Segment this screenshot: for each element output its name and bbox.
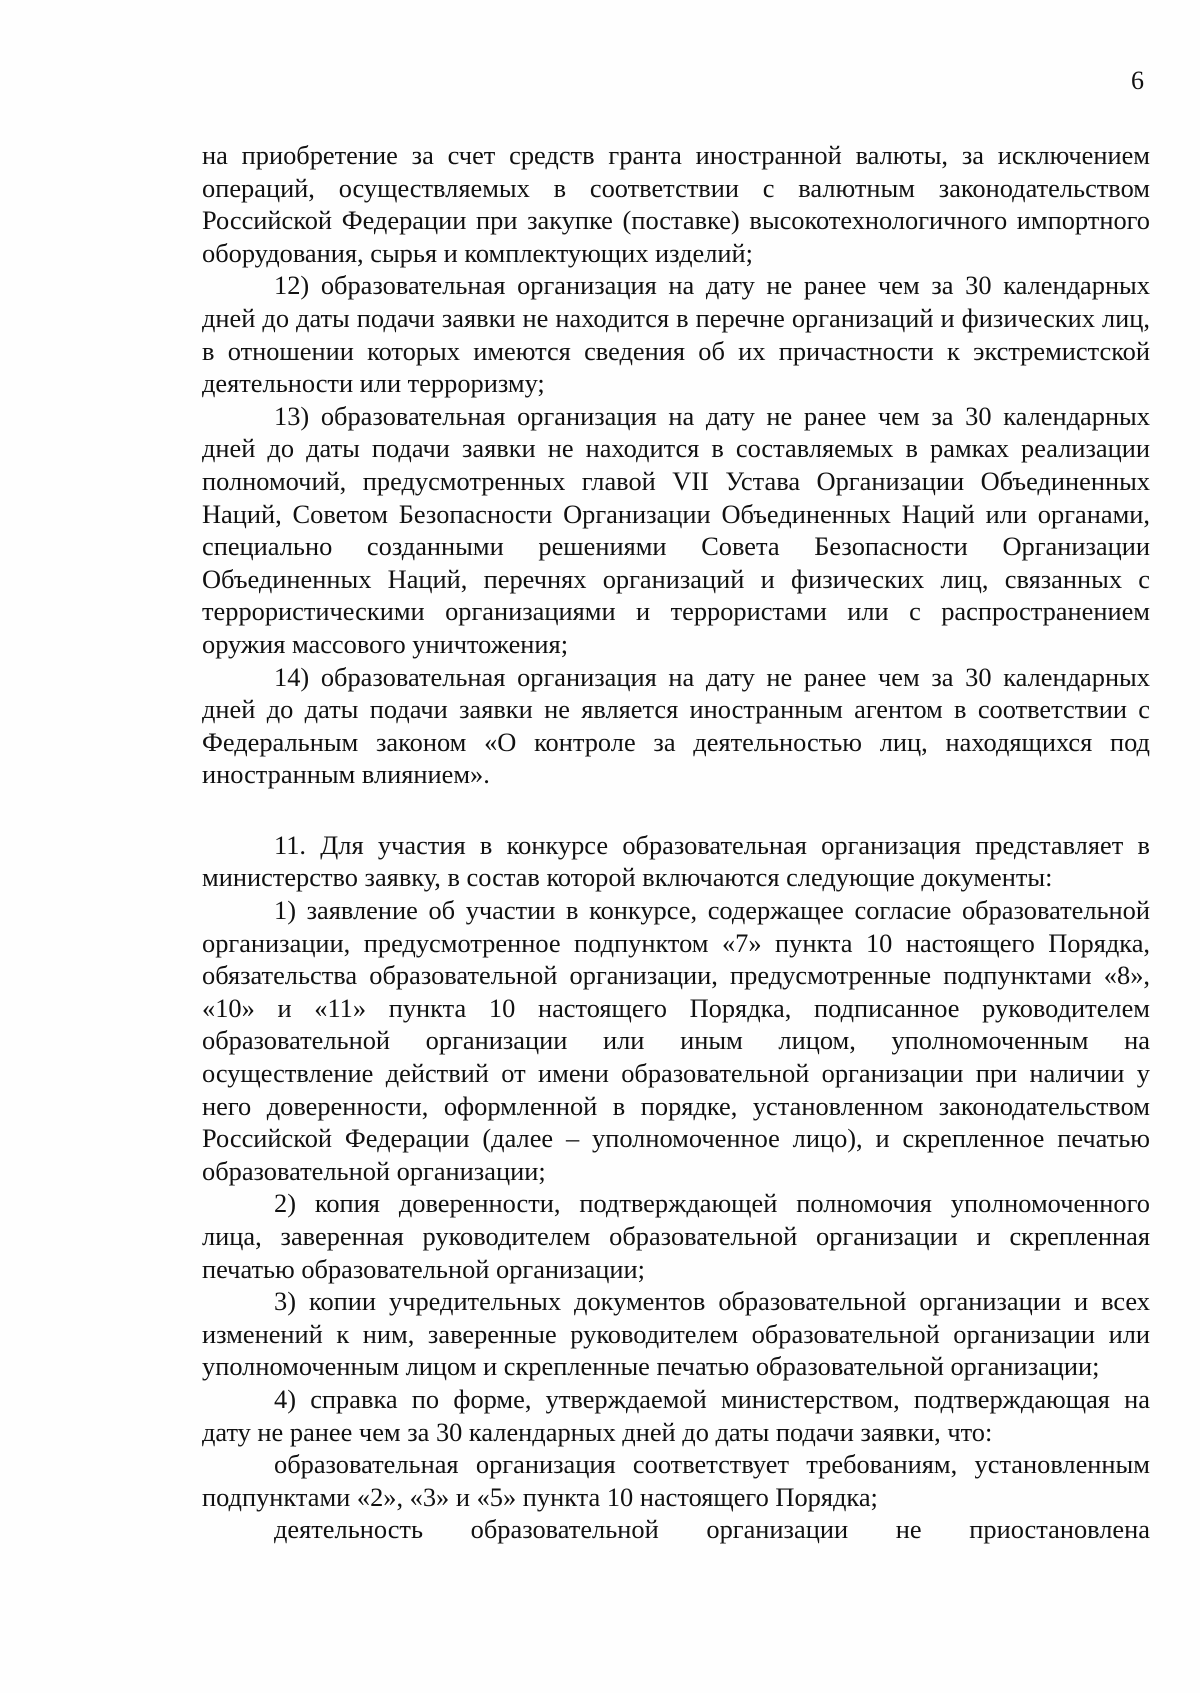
paragraph-document-4: 4) справка по форме, утверждаемой министерством, подтверждающая на дату не ранее чем за 30 календарных дней до даты подачи заявки, что: — [202, 1383, 1150, 1447]
paragraph-item-12: 12) образовательная организация на дату не ранее чем за 30 календарных дней до даты подачи заявки не находится в перечне организаций и физических лиц, в отношении которых имеются сведения об их причастности к экстремистской деятельности или терроризму; — [202, 270, 1150, 399]
paragraph-item-13: 13) образовательная организация на дату не ранее чем за 30 календарных дней до даты подачи заявки не находится в составляемых в рамках реализации полномочий, предусмотренных главой VII Устава Организации Объединенных Наций, Советом Безопасности Организации Объединенных Наций или органами, специально созданными решениями Совета Безопасности Организации Объединенных Наций, перечнях организаций и физических лиц, связанных с террористическими организациями и террористами или с распространением оружия массового уничтожения; — [202, 400, 1150, 659]
paragraph-activity-not-suspended: деятельность образовательной организации не приостановлена — [274, 1514, 1150, 1545]
document-body — [202, 139, 1150, 1546]
paragraph-continuation-currency: на приобретение за счет средств гранта иностранной валюты, за исключением операций, осуществляемых в соответствии с валютным законодательством Российской Федерации при закупке (поставке) высокотехнологичного импортного оборудования, сырья и комплектующих изделий; — [202, 140, 1150, 268]
paragraph-requirement-compliance: образовательная организация соответствует требованиям, установленным подпунктами «2», «3» и «5» пункта 10 настоящего Порядка; — [202, 1449, 1150, 1512]
paragraph-clause-11: 11. Для участия в конкурсе образовательная организация представляет в министерство заявку, в состав которой включаются следующие документы: — [202, 829, 1150, 893]
paragraph-document-3: 3) копии учредительных документов образовательной организации и всех изменений к ним, заверенные руководителем образовательной организации или уполномоченным лицом и скрепленные печатью образовательной организации; — [202, 1286, 1150, 1382]
paragraph-document-1: 1) заявление об участии в конкурсе, содержащее согласие образовательной организации, предусмотренное подпунктом «7» пункта 10 настоящего Порядка, обязательства образовательной организации, предусмотренные подпунктами «8», «10» и «11» пункта 10 настоящего Порядка, подписанное руководителем образовательной организации или иным лицом, уполномоченным на осуществление действий от имени образовательной организации при наличии у него доверенности, оформленной в порядке, установленном законодательством Российской Федерации (далее – уполномоченное лицо), и скрепленное печатью образовательной организации; — [202, 895, 1150, 1186]
paragraph-document-2: 2) копия доверенности, подтверждающей полномочия уполномоченного лица, заверенная руководителем образовательной организации и скрепленная печатью образовательной организации; — [202, 1188, 1150, 1284]
paragraph-item-14: 14) образовательная организация на дату не ранее чем за 30 календарных дней до даты подачи заявки не является иностранным агентом в соответствии с Федеральным законом «О контроле за деятельностью лиц, находящихся под иностранным влиянием». — [202, 661, 1150, 790]
page-number: 6 — [1131, 66, 1144, 95]
